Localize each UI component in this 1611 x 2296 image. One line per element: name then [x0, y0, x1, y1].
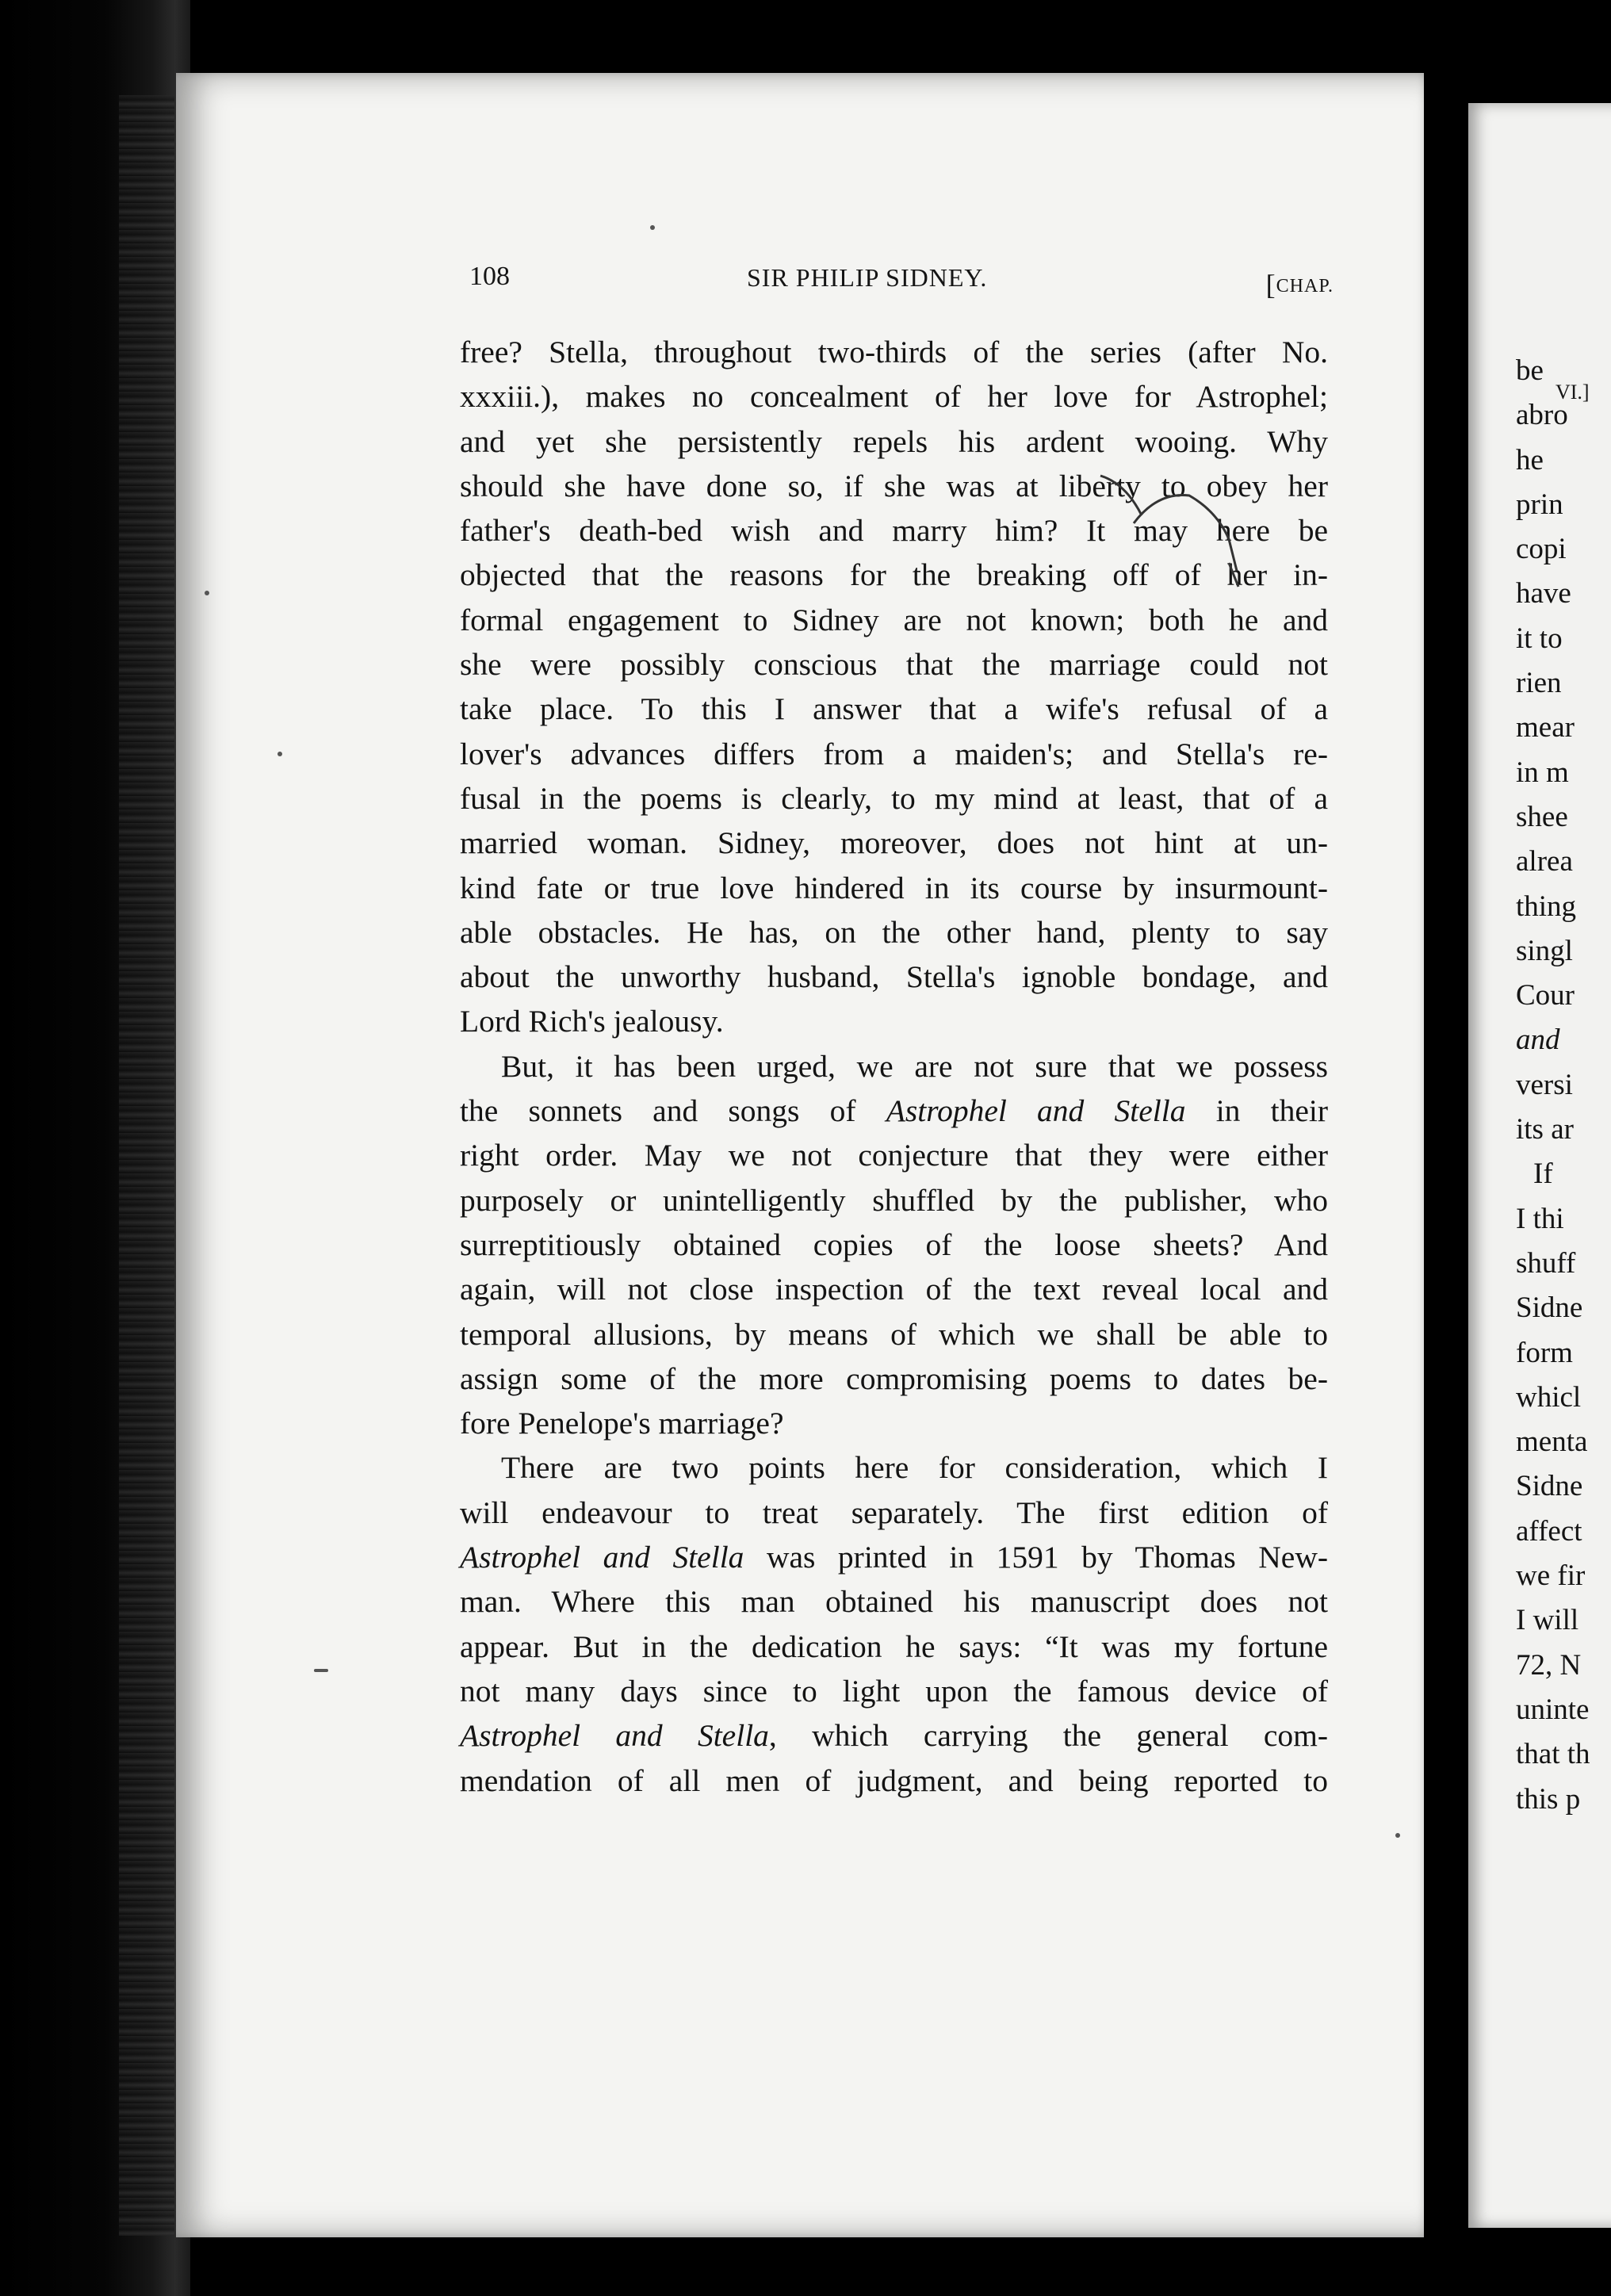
right-page-line: Sidne	[1516, 1470, 1583, 1503]
text-line: free? Stella, throughout two-thirds of the series (after No.	[460, 335, 1328, 369]
right-page-line: we fir	[1516, 1559, 1586, 1593]
top-dark-margin	[0, 0, 1611, 73]
right-page-line: in m	[1516, 756, 1569, 789]
right-page-line: Cour	[1516, 979, 1575, 1012]
right-page-line: menta	[1516, 1425, 1588, 1459]
text-line: purposely or unintelligently shuffled by the publisher, who	[460, 1182, 1328, 1218]
stray-mark	[650, 225, 655, 230]
text-line: fusal in the poems is clearly, to my mind at least, that of a	[460, 780, 1328, 816]
stray-mark	[1395, 1833, 1400, 1838]
right-page-line: its ar	[1516, 1113, 1574, 1146]
text-line: the sonnets and songs of Astrophel and Stella in their	[460, 1093, 1329, 1129]
text-line: xxxiii.), makes no concealment of her love for Astrophel;	[460, 379, 1328, 415]
text-line: should she have done so, if she was at liberty to obey her	[460, 468, 1328, 503]
text-line: appear. But in the dedication he says: “It was my fortune	[460, 1628, 1328, 1664]
running-head	[469, 262, 1334, 301]
stray-mark	[277, 752, 282, 756]
right-page-line: that th	[1516, 1738, 1590, 1771]
text-line: Astrophel and Stella, which carrying the general com-	[460, 1718, 1328, 1754]
text-line: not many days since to light upon the famous device of	[460, 1673, 1328, 1709]
text-line: she were possibly conscious that the marriage could not	[460, 647, 1328, 683]
right-page-line: be	[1516, 354, 1544, 387]
right-page-line: form	[1516, 1336, 1573, 1369]
right-page-line: and	[1516, 1024, 1560, 1057]
right-page-line: have	[1516, 577, 1571, 610]
right-page-text	[1516, 349, 1590, 1822]
right-page-line: this p	[1516, 1782, 1581, 1816]
text-line: kind fate or true love hindered in its course by insurmount-	[460, 870, 1328, 905]
text-line: again, will not close inspection of the text reveal local and	[460, 1272, 1328, 1307]
pencil-annotation	[1070, 468, 1308, 642]
right-page-line: he	[1516, 443, 1544, 476]
right-page-line: rien	[1516, 667, 1562, 700]
right-page-chapter-label: VI.]	[1556, 381, 1590, 404]
text-line: objected that the reasons for the breaking off of her in-	[460, 557, 1328, 593]
text-line: about the unworthy husband, Stella's ignoble bondage, and	[460, 959, 1328, 995]
page-gutter	[1424, 0, 1470, 2296]
text-line: formal engagement to Sidney are not known; both he and	[460, 602, 1328, 637]
text-line: man. Where this man obtained his manuscript does not	[460, 1584, 1328, 1620]
text-line: will endeavour to treat separately. The first edition of	[460, 1494, 1328, 1530]
right-page-line: it to	[1516, 622, 1563, 655]
text-line: temporal allusions, by means of which we shall be able to	[460, 1316, 1328, 1352]
text-line: able obstacles. He has, on the other hand, plenty to say	[460, 914, 1328, 950]
running-title: SIR PHILIP SIDNEY.	[747, 263, 988, 292]
right-page-line: I will	[1516, 1604, 1579, 1637]
right-page-line: prin	[1516, 488, 1563, 521]
right-page-line: I thi	[1516, 1202, 1564, 1235]
stray-mark	[314, 1669, 328, 1672]
text-line: fore Penelope's marriage?	[460, 1406, 784, 1441]
right-page-line: whicl	[1516, 1380, 1582, 1414]
text-line: lover's advances differs from a maiden's; and Stella's re-	[460, 736, 1328, 771]
text-line: take place. To this I answer that a wife's refusal of a	[460, 691, 1328, 727]
page-number: 108	[469, 262, 510, 291]
right-page-line: affect	[1516, 1514, 1582, 1548]
text-line: Lord Rich's jealousy.	[460, 1004, 724, 1039]
right-page-line: If	[1533, 1158, 1553, 1191]
text-line: Astrophel and Stella was printed in 1591 by Thomas New-	[460, 1540, 1328, 1575]
right-page-line: 72, N	[1516, 1648, 1582, 1682]
right-page-line: mear	[1516, 711, 1575, 744]
page-edges	[119, 95, 174, 2236]
right-page-line: copi	[1516, 533, 1567, 566]
right-page-line: uninte	[1516, 1693, 1590, 1726]
right-page-line: versi	[1516, 1068, 1573, 1101]
text-line: father's death-bed wish and marry him? It may here be	[460, 513, 1328, 549]
text-line: But, it has been urged, we are not sure that we possess	[501, 1048, 1328, 1084]
right-page-line: shee	[1516, 800, 1568, 833]
text-line: assign some of the more compromising poems to dates be-	[460, 1360, 1328, 1396]
chapter-label-text: CHAP.	[1276, 276, 1334, 297]
right-page-line: singl	[1516, 934, 1573, 967]
text-line: There are two points here for consideration, which I	[501, 1450, 1328, 1486]
right-page-line: abro	[1516, 399, 1568, 432]
chapter-label: [CHAP.	[1265, 269, 1334, 300]
right-page-line: thing	[1516, 890, 1577, 923]
text-line: surreptitiously obtained copies of the loose sheets? And	[460, 1226, 1328, 1262]
right-page-line: alrea	[1516, 845, 1573, 878]
text-line: married woman. Sidney, moreover, does not hint at un-	[460, 825, 1328, 861]
text-line: right order. May we not conjecture that they were either	[460, 1138, 1328, 1173]
stray-mark	[205, 591, 209, 595]
right-page-line: Sidne	[1516, 1292, 1583, 1325]
text-line: mendation of all men of judgment, and being reported to	[460, 1762, 1328, 1798]
text-line: and yet she persistently repels his ardent wooing. Why	[460, 423, 1328, 459]
right-page-line: shuff	[1516, 1246, 1576, 1280]
